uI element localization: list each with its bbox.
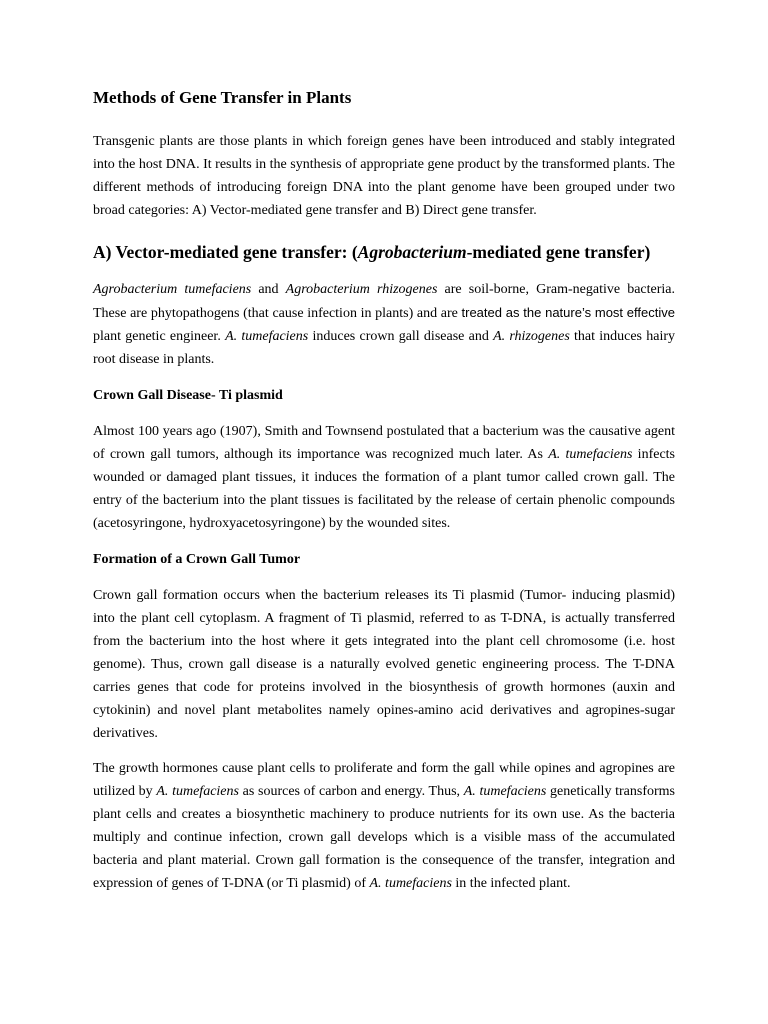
text-run: induces crown gall disease and: [308, 329, 494, 344]
term-a-tumefaciens: A. tumefaciens: [548, 447, 633, 462]
crown-gall-paragraph: [93, 420, 675, 535]
text-run: The growth hormones cause plant cells to proliferate and form the gall while opines and agropines are utilized by: [93, 761, 675, 799]
document-page: [93, 86, 675, 895]
text-run: are soil-borne, Gram-negative bacteria. These are phytopathogens (that cause infection in plants) and are: [93, 282, 675, 321]
spacer: [93, 535, 675, 548]
spacer: [93, 571, 675, 584]
spacer: [93, 407, 675, 420]
text-run: and: [251, 282, 286, 297]
sans-text-run: treated as the nature’s most effective: [461, 305, 675, 320]
section-a-heading-italic: Agrobacterium: [357, 242, 467, 262]
crown-gall-heading: Crown Gall Disease- Ti plasmid: [93, 388, 283, 403]
section-a-heading-prefix: A) Vector-mediated gene transfer: (: [93, 242, 358, 262]
intro-paragraph: Transgenic plants are those plants in which foreign genes have been introduced and stably integrated into the host DNA. It results in the synthesis of appropriate gene product by the transformed plants. The different methods of introducing foreign DNA into the plant genome have been grouped under two broad categories: A) Vector-mediated gene transfer and B) Direct gene transfer.: [93, 134, 675, 218]
term-a-tumefaciens: A. tumefaciens: [156, 784, 239, 799]
section-a-heading-suffix: -mediated gene transfer): [466, 242, 651, 262]
text-run: that induces hairy root disease in plants.: [93, 329, 676, 367]
text-run: genetically transforms plant cells and creates a biosynthetic machinery to produce nutrients for its own use. As the bacteria multiply and continue infection, crown gall develops which is a visible mass of the accumulated bacteria and plant material. Crown gall formation is the consequence of the transfer, integration and expression of genes of T-DNA (or Ti plasmid) of: [93, 784, 675, 891]
text-run: Almost 100 years ago (1907), Smith and Townsend postulated that a bacterium was the causative agent of crown gall tumors, although its importance was recognized much later. As: [93, 424, 675, 462]
section-a-heading: [93, 240, 675, 264]
term-a-tumefaciens: A. tumefaciens: [463, 784, 547, 799]
tumor-formation-heading: Formation of a Crown Gall Tumor: [93, 552, 301, 567]
text-run: as sources of carbon and energy. Thus,: [238, 784, 464, 799]
spacer: [93, 745, 675, 757]
document-title: Methods of Gene Transfer in Plants: [93, 88, 352, 107]
text-run: in the infected plant.: [451, 876, 571, 891]
term-a-tumefaciens: A. tumefaciens: [225, 329, 309, 344]
tumor-formation-paragraph-2: [93, 757, 675, 895]
agrobacterium-paragraph: [93, 278, 675, 371]
spacer: [93, 371, 675, 384]
tumor-formation-paragraph-1: Crown gall formation occurs when the bacterium releases its Ti plasmid (Tumor- inducing plasmid) into the plant cell cytoplasm. A fragment of Ti plasmid, referred to as T-DNA, is actually transferred from the bacterium into the host where it gets integrated into the plant cell chromosome (i.e. host genome). Thus, crown gall disease is a naturally evolved genetic engineering process. The T-DNA carries genes that code for proteins involved in the biosynthesis of growth hormones (auxin and cytokinin) and novel plant metabolites namely opines-amino acid derivatives and agropines-sugar derivatives.: [93, 588, 675, 741]
term-a-tumefaciens: Agrobacterium tumefaciens: [93, 282, 252, 297]
text-run: infects wounded or damaged plant tissues, it induces the formation of a plant tumor called crown gall. The entry of the bacterium into the plant tissues is facilitated by the release of certain phenolic compounds (acetosyringone, hydroxyacetosyringone) by the wounded sites.: [93, 447, 675, 531]
term-a-rhizogenes: A. rhizogenes: [493, 329, 570, 344]
term-a-rhizogenes: Agrobacterium rhizogenes: [285, 282, 438, 297]
term-a-tumefaciens: A. tumefaciens: [369, 876, 452, 891]
text-run: plant genetic engineer.: [93, 329, 226, 344]
